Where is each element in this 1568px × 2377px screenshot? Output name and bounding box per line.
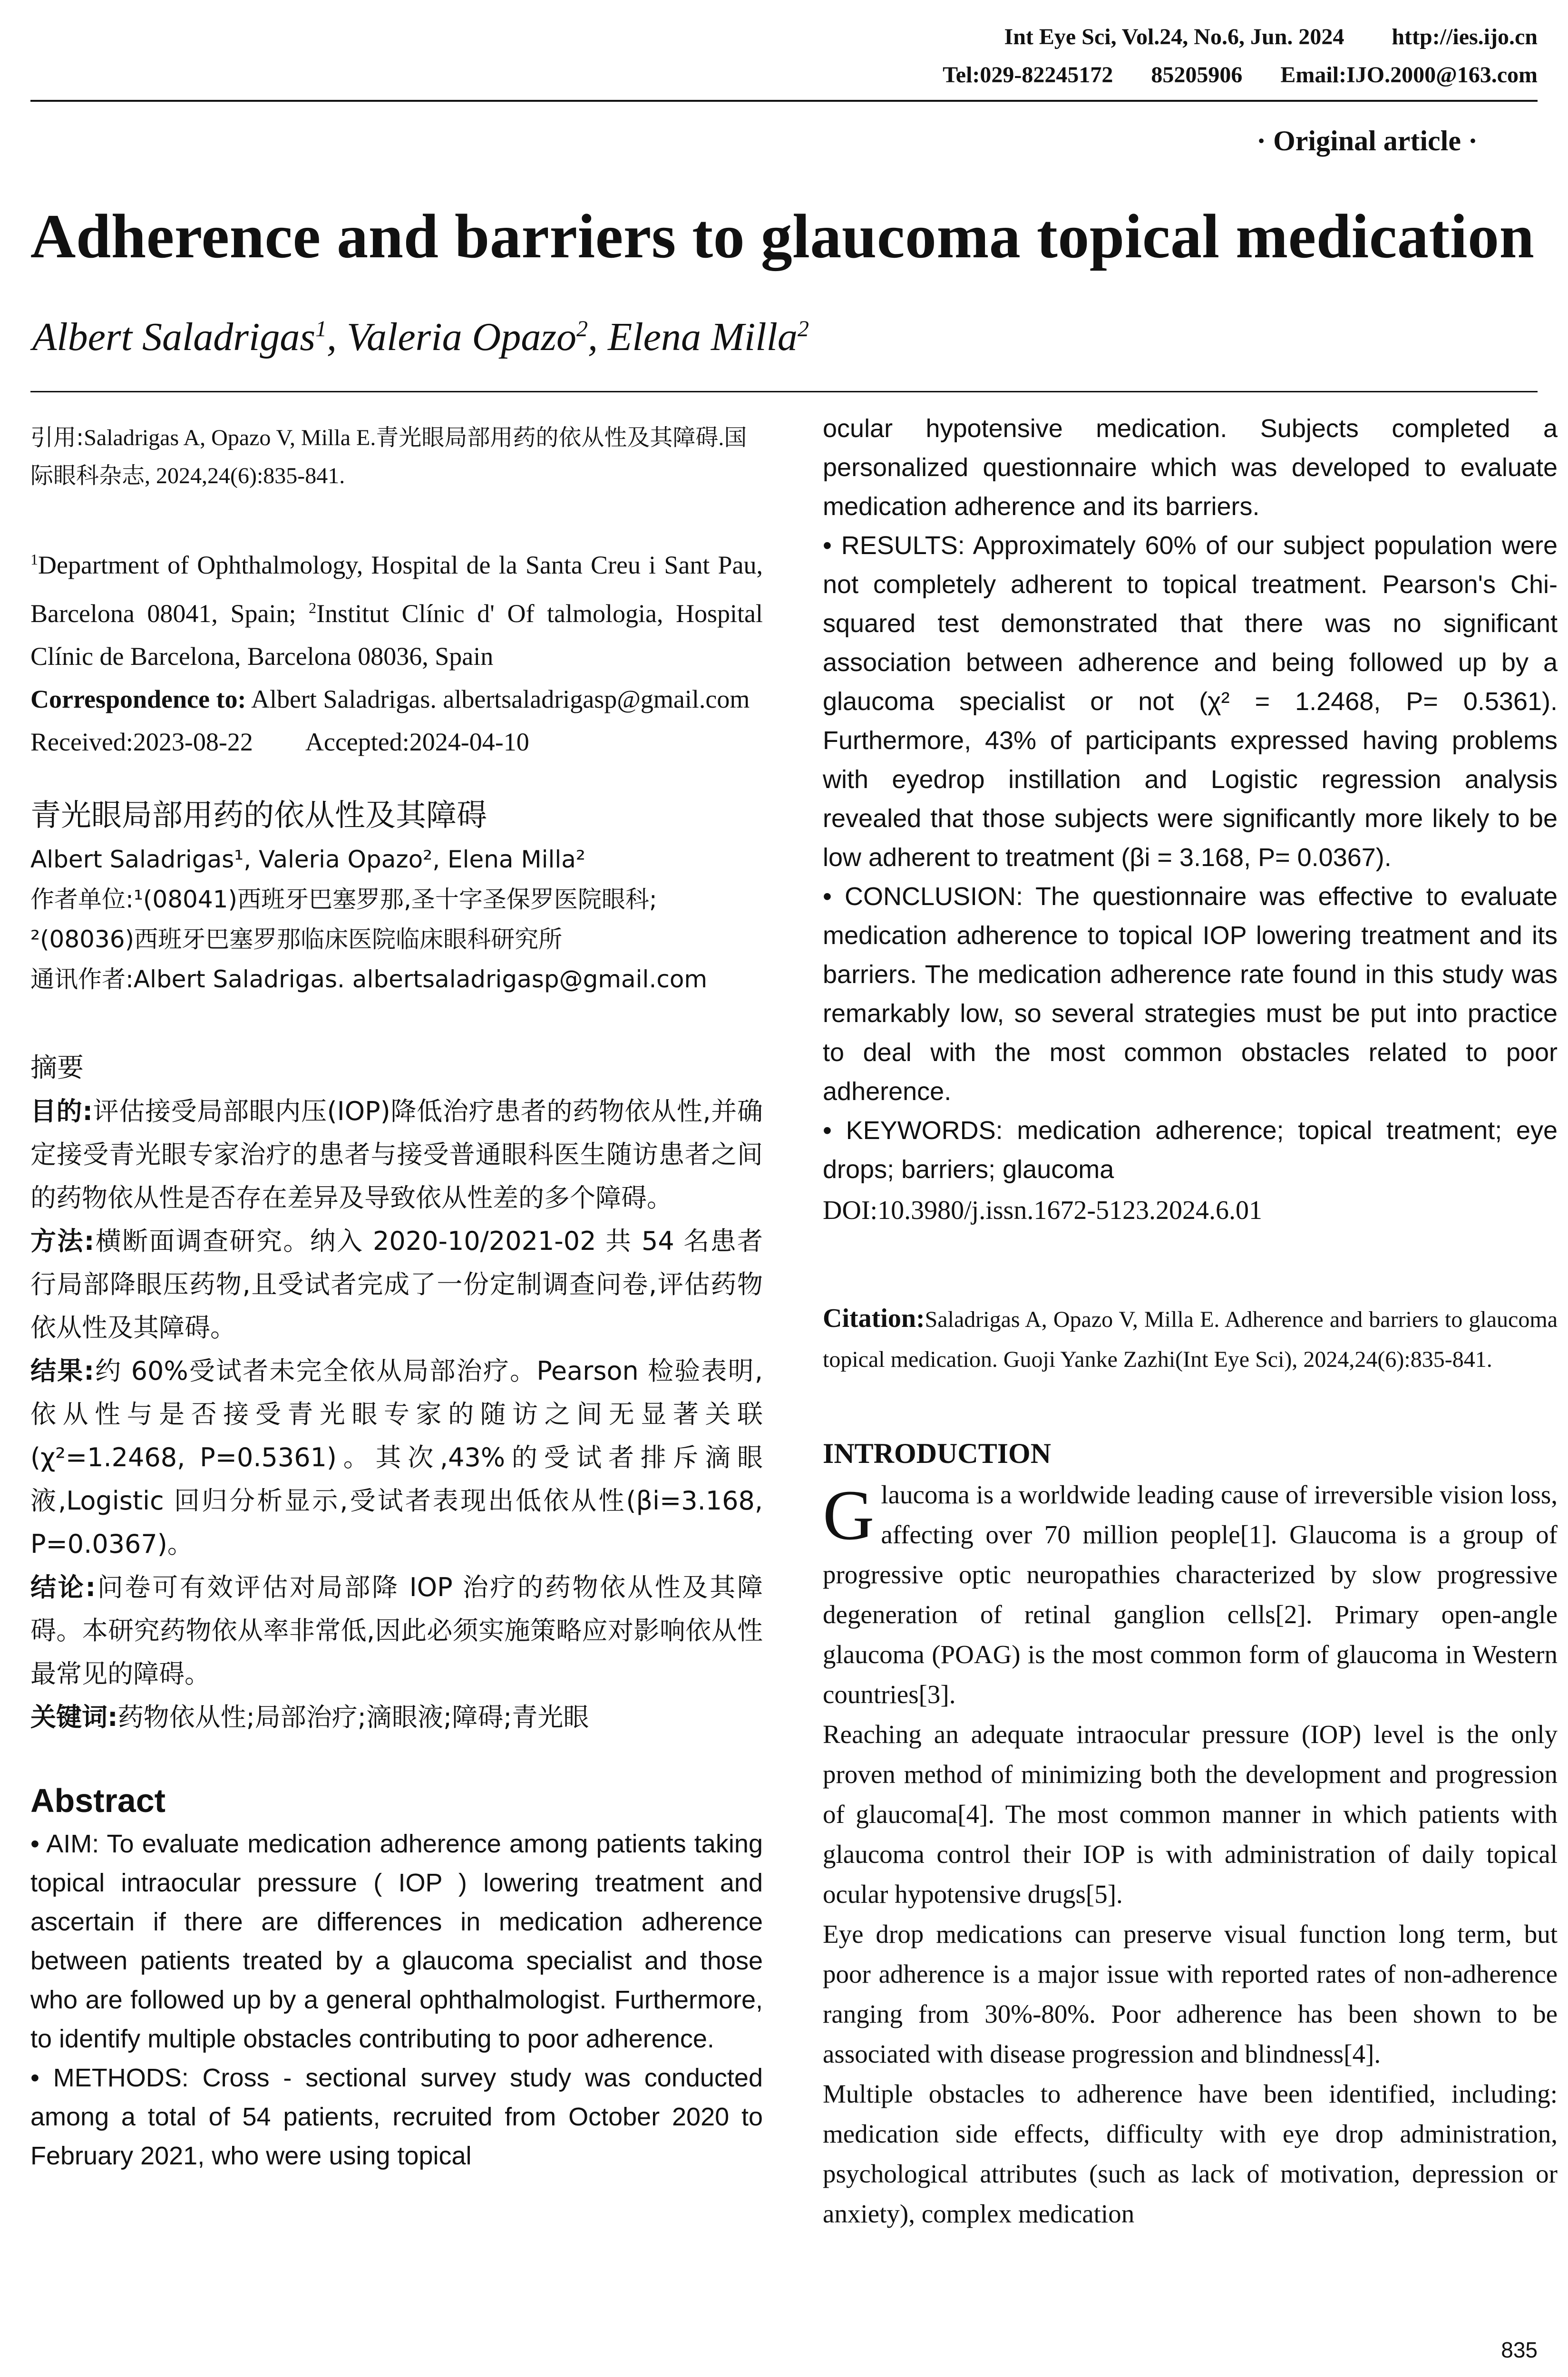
chinese-keywords-text: 药物依从性;局部治疗;滴眼液;障碍;青光眼	[117, 1702, 589, 1732]
chinese-results	[30, 1349, 763, 1566]
article-title: Adherence and barriers to glaucoma topical medication	[30, 201, 1535, 271]
chinese-authors: Albert Saladrigas¹, Valeria Opazo², Elena Milla²	[30, 846, 585, 873]
header-rule	[30, 100, 1538, 102]
chinese-citation-label: 引用:	[30, 424, 84, 451]
chinese-abstract-heading: 摘要	[30, 1052, 84, 1083]
english-citation	[823, 1298, 1558, 1380]
introduction-heading: INTRODUCTION	[823, 1438, 1052, 1469]
citation-label: Citation:	[823, 1304, 925, 1333]
chinese-methods-label: 方法:	[30, 1226, 95, 1256]
introduction-paragraph-3: Eye drop medications can preserve visual function long term, but poor adherence is a major issue with reported rates of non-adherence ranging from 30%-80%. Poor adherence has been shown to be associated with disease progression and blindness[4].	[823, 1919, 1558, 2068]
chinese-keywords-label: 关键词:	[30, 1702, 118, 1732]
author-name: Albert Saladrigas	[32, 315, 316, 359]
chinese-aim-label: 目的:	[30, 1096, 93, 1126]
abstract-heading: Abstract	[30, 1782, 166, 1819]
chinese-keywords	[30, 1695, 763, 1739]
chinese-conclusion-text: 问卷可有效评估对局部降 IOP 治疗的药物依从性及其障碍。本研究药物依从率非常低,因此必须实施策略应对影响依从性最常见的障碍。	[30, 1572, 763, 1689]
doi[interactable]: DOI:10.3980/j.issn.1672-5123.2024.6.01	[823, 1196, 1262, 1225]
abstract-methods-continued: ocular hypotensive medication. Subjects completed a personalized questionnaire which was developed to evaluate medication adherence and its barriers.	[823, 414, 1558, 521]
correspondence-text[interactable]: Albert Saladrigas. albertsaladrigasp@gmail.com	[251, 685, 750, 713]
chinese-unit-2: ²(08036)西班牙巴塞罗那临床医院临床眼科研究所	[30, 925, 563, 953]
abstract-conclusion: • CONCLUSION: The questionnaire was effective to evaluate medication adherence to topical IOP lowering treatment and its barriers. The medication adherence rate found in this study was remarkably low, so several strategies must be put into practice to deal with the most common obstacles related to poor adherence.	[823, 882, 1558, 1106]
journal-citation: Int Eye Sci, Vol.24, No.6, Jun. 2024	[1004, 24, 1344, 49]
page-number: 835	[1501, 2338, 1538, 2362]
chinese-aim-text: 评估接受局部眼内压(IOP)降低治疗患者的药物依从性,并确定接受青光眼专家治疗的患者与接受普通眼科医生随访患者之间的药物依从性是否存在差异及导致依从性差的多个障碍。	[30, 1096, 763, 1213]
correspondence-label: Correspondence to:	[30, 685, 246, 713]
journal-tel: Tel:029-82245172	[943, 62, 1113, 88]
author-name: Valeria Opazo	[347, 315, 577, 359]
running-header	[30, 19, 1538, 100]
chinese-conclusion-label: 结论:	[30, 1572, 96, 1602]
chinese-correspondence: 通讯作者:Albert Saladrigas. albertsaladrigasp@gmail.com	[30, 965, 708, 993]
journal-email[interactable]: Email:IJO.2000@163.com	[1280, 62, 1538, 88]
abstract-methods: • METHODS: Cross - sectional survey study was conducted among a total of 54 patients, recruited from October 2020 to February 2021, who were using topical	[30, 2064, 763, 2170]
right-column	[823, 409, 1558, 2234]
chinese-aim	[30, 1090, 763, 1219]
header-contact-line	[943, 62, 1538, 88]
introduction-paragraph-4: Multiple obstacles to adherence have been identified, including: medication side effects, difficulty with eye drop administration, psychological attributes (such as lack of motivation, depression or anxiety), complex medication	[823, 2079, 1558, 2228]
received-date: Received:2023-08-22	[30, 728, 253, 756]
article-type: · Original article ·	[1256, 125, 1478, 156]
author-affiliation-mark: 1	[315, 316, 327, 341]
author-affiliation-mark: 2	[797, 316, 809, 341]
chinese-citation	[30, 419, 763, 495]
abstract-results: • RESULTS: Approximately 60% of our subject population were not completely adherent to topical treatment. Pearson's Chi-squared test demonstrated that there was no significant association between adherence and being followed up by a glaucoma specialist or not (χ² = 1.2468, P= 0.5361). Furthermore, 43% of participants expressed having problems with eyedrop instillation and Logistic regression analysis revealed that those subjects were significantly more likely to be low adherent to treatment (βi = 3.168, P= 0.0367).	[823, 531, 1558, 872]
chinese-methods-text: 横断面调查研究。纳入 2020-10/2021-02 共 54 名患者行局部降眼压药物,且受试者完成了一份定制调查问卷,评估药物依从性及其障碍。	[30, 1226, 763, 1343]
left-column	[30, 409, 763, 2175]
accepted-date: Accepted:2024-04-10	[305, 728, 529, 756]
chinese-unit-1: 作者单位:¹(08041)西班牙巴塞罗那,圣十字圣保罗医院眼科;	[30, 886, 657, 913]
journal-url[interactable]: http://ies.ijo.cn	[1392, 24, 1538, 49]
introduction-paragraph-2: Reaching an adequate intraocular pressure (IOP) level is the only proven method of minimizing both the development and progression of glaucoma[4]. The most common manner in which patients with glaucoma control their IOP is with administration of daily topical ocular hypotensive drugs[5].	[823, 1720, 1558, 1909]
citation-text: Saladrigas A, Opazo V, Milla E. Adherence and barriers to glaucoma topical medication. Guoji Yanke Zazhi(Int Eye Sci), 2024,24(6):835-841.	[823, 1307, 1558, 1372]
dates	[30, 721, 763, 763]
chinese-conclusion	[30, 1566, 763, 1695]
introduction-paragraph-1	[823, 1475, 1558, 1715]
chinese-title: 青光眼局部用药的依从性及其障碍	[30, 798, 487, 833]
chinese-methods	[30, 1219, 763, 1349]
journal-tel2: 85205906	[1151, 62, 1243, 88]
affiliation-1: Department of Ophthalmology, Hospital de la Santa Creu i Sant Pau, Barcelona 08041, Spain;	[30, 551, 763, 628]
author-name: Elena Milla	[608, 315, 798, 359]
title-rule	[30, 391, 1538, 392]
affiliations: $^1$Department of Ophthalmology, Hospital de la Santa Creu i Sant Pau, Barcelona 08041, Spain; $^2$Institut Clínic d' Of talmologia, Hospital Clínic de Barcelona, Barcelona 08036, Spain	[30, 551, 763, 671]
author-list: Albert Saladrigas$^1$, Valeria Opazo$^2$, Elena Milla$^2$	[32, 315, 809, 359]
header-journal-line	[1004, 24, 1538, 50]
affiliation-2: Institut Clínic d' Of talmologia, Hospital Clínic de Barcelona, Barcelona 08036, Spain	[30, 599, 763, 671]
author-affiliation-mark: 2	[576, 316, 588, 341]
introduction-paragraph-1-text: laucoma is a worldwide leading cause of irreversible vision loss, affecting over 70 million people[1]. Glaucoma is a group of progressive optic neuropathies characterized by slow progressive degeneration of retinal ganglion cells[2]. Primary open-angle glaucoma (POAG) is the most common form of glaucoma in Western countries[3].	[823, 1480, 1558, 1709]
abstract-keywords: • KEYWORDS: medication adherence; topical treatment; eye drops; barriers; glaucoma	[823, 1116, 1558, 1184]
abstract-aim: • AIM: To evaluate medication adherence among patients taking topical intraocular pressure ( IOP ) lowering treatment and ascertain if there are differences in medication adherence between patients treated by a glaucoma specialist and those who are followed up by a general ophthalmologist. Furthermore, to identify multiple obstacles contributing to poor adherence.	[30, 1830, 763, 2053]
correspondence	[30, 678, 763, 721]
chinese-citation-text: Saladrigas A, Opazo V, Milla E.青光眼局部用药的依从性及其障碍.国际眼科杂志, 2024,24(6):835-841.	[30, 425, 747, 488]
chinese-results-label: 结果:	[30, 1356, 94, 1386]
drop-cap: G	[823, 1476, 875, 1555]
chinese-results-text: 约 60%受试者未完全依从局部治疗。Pearson 检验表明,依从性与是否接受青光眼专家的随访之间无显著关联(χ²=1.2468, P=0.5361)。其次,43%的受试者排斥滴眼液,Logistic 回归分析显示,受试者表现出低依从性(βi=3.168, P=0.0367)。	[30, 1356, 763, 1559]
